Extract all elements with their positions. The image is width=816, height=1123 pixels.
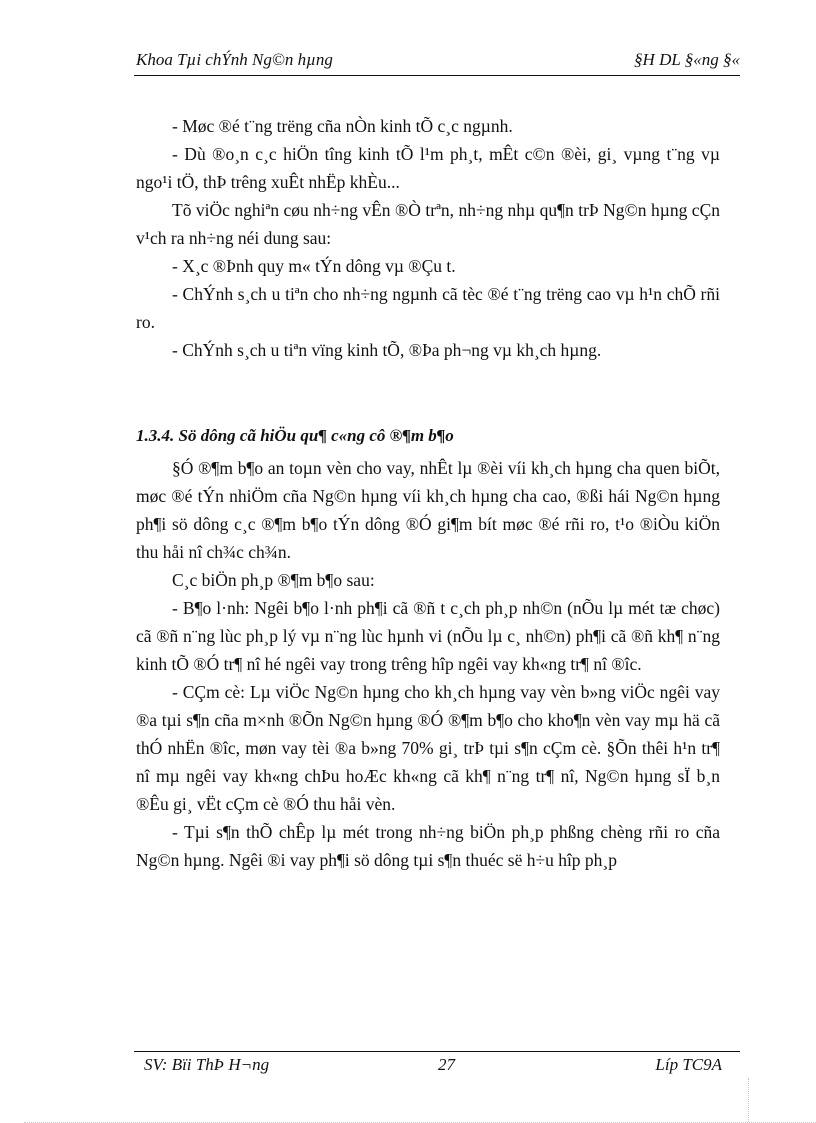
- page-number: 27: [438, 1055, 455, 1074]
- body-paragraph: - CÇm cè: Lµ viÖc Ng©n hµng cho kh¸ch hµng vay vèn b»ng viÖc ngêi vay ®a tµi s¶n cña m×nh ®Õn Ng©n hµng ®Ó ®¶m b¶o cho kho¶n vèn vay mµ hä cã thÓ nhËn ®îc, møn vay tèi ®a b»ng 70% gi¸ trÞ tµi s¶n cÇm cè. §Õn thêi h¹n tr¶ nî mµ ngêi vay kh«ng chÞu hoÆc kh«ng cã kh¶ n¨ng tr¶ nî, Ng©n hµng sÏ b¸n ®Êu gi¸ vËt cÇm cè ®Ó thu håi vèn.: [136, 682, 720, 814]
- body-paragraph: C¸c biÖn ph¸p ®¶m b¶o sau:: [172, 570, 375, 590]
- page-header: [134, 48, 740, 72]
- body-paragraph: §Ó ®¶m b¶o an toµn vèn cho vay, nhÊt lµ ®èi víi kh¸ch hµng cha quen biÕt, møc ®é tÝn nhiÖm cña Ng©n hµng víi kh¸ch hµng cha cao, ®ßi hái Ng©n hµng ph¶i sö dông c¸c ®¶m b¶o tÝn dông ®Ó gi¶m bít møc ®é rñi ro, t¹o ®iÒu kiÖn thu håi nî ch¾c ch¾n.: [136, 458, 720, 562]
- body-paragraph: - Tµi s¶n thÕ chÊp lµ mét trong nh÷ng biÖn ph¸p phßng chèng rñi ro cña Ng©n hµng. Ngêi ®i vay ph¶i sö dông tµi s¶n thuéc së h÷u hîp ph¸p: [136, 822, 720, 870]
- header-rule: [134, 75, 740, 76]
- section-heading: 1.3.4. Sö dông cã hiÖu qu¶ c«ng cô ®¶m b¶o: [136, 426, 454, 445]
- footer-rule: [134, 1051, 740, 1052]
- body-paragraph: - X¸c ®Þnh quy m« tÝn dông vµ ®Çu t.: [172, 256, 456, 276]
- body-paragraph: - ChÝnh s¸ch u tiªn cho nh÷ng ngµnh cã tèc ®é t¨ng trëng cao vµ h¹n chÕ rñi ro.: [136, 284, 720, 332]
- header-university: §H DL §«ng §«: [634, 50, 740, 69]
- header-faculty: Khoa Tµi chÝnh Ng©n hµng: [136, 50, 333, 69]
- page-footer: [134, 1055, 740, 1077]
- document-body: [136, 112, 720, 874]
- body-paragraph: - Møc ®é t¨ng trëng cña nÒn kinh tÕ c¸c ngµnh.: [172, 116, 513, 136]
- body-paragraph: - B¶o l·nh: Ngêi b¶o l·nh ph¶i cã ®ñ t c¸ch ph¸p nh©n (nÕu lµ mét tæ chøc) cã ®ñ n¨ng lùc ph¸p lý vµ n¨ng lùc hµnh vi (nÕu lµ c¸ nh©n) ph¶i cã ®ñ kh¶ n¨ng kinh tÕ ®Ó tr¶ nî hé ngêi vay trong trêng hîp ngêi vay kh«ng tr¶ nî ®îc.: [136, 598, 720, 674]
- body-paragraph: - Dù ®o¸n c¸c hiÖn tîng kinh tÕ l¹m ph¸t, mÊt c©n ®èi, gi¸ vµng t¨ng vµ ngo¹i tÖ, thÞ trêng xuÊt nhËp khÈu...: [136, 144, 720, 192]
- footer-class: Líp TC9A: [655, 1055, 722, 1074]
- body-paragraph: Tõ viÖc nghiªn cøu nh÷ng vÊn ®Ò trªn, nh÷ng nhµ qu¶n trÞ Ng©n hµng cÇn v¹ch ra nh÷ng néi dung sau:: [136, 200, 720, 248]
- section-spacer: [136, 364, 720, 422]
- page-edge-vertical-dotted-line: [748, 1078, 749, 1122]
- footer-student: SV: Bïi ThÞ H¬ng: [144, 1055, 270, 1074]
- body-paragraph: - ChÝnh s¸ch u tiªn vïng kinh tÕ, ®Þa ph¬ng vµ kh¸ch hµng.: [172, 340, 602, 360]
